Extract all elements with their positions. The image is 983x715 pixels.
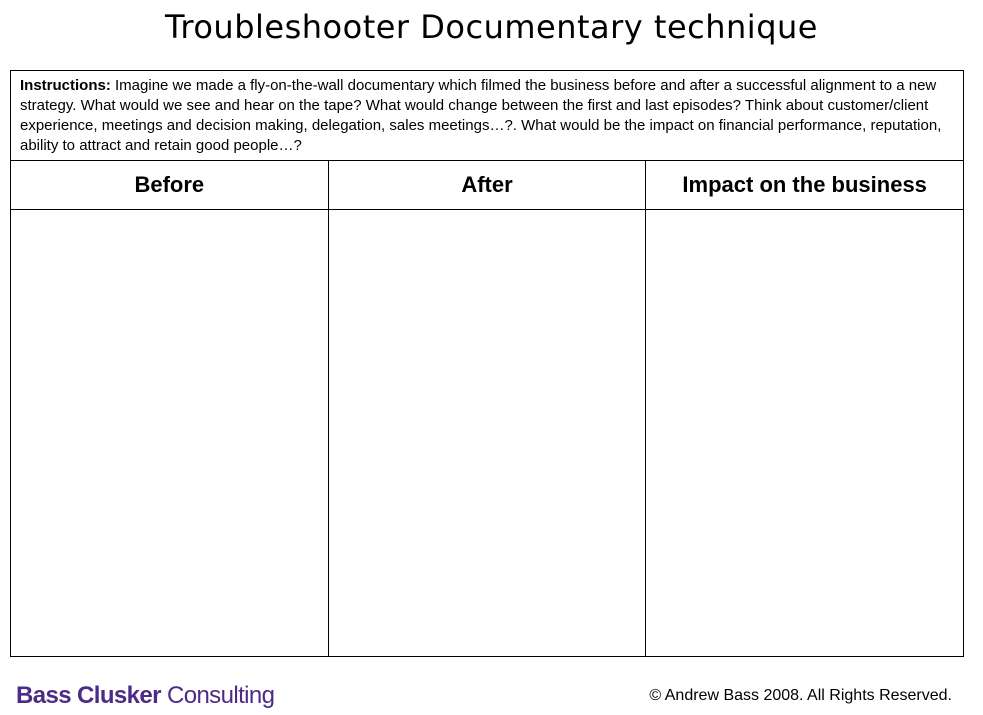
column-heading-after: After [329, 161, 646, 210]
column-body-impact[interactable] [646, 210, 963, 656]
column-heading-before: Before [11, 161, 328, 210]
column-heading-impact: Impact on the business [646, 161, 963, 210]
brand-name-bold: Bass Clusker [16, 682, 161, 709]
column-after [329, 161, 647, 656]
brand-name-light: Consulting [160, 682, 275, 709]
column-body-after[interactable] [329, 210, 646, 656]
instructions-text: Imagine we made a fly-on-the-wall documentary which filmed the business before and after a successful alignment to a new strategy. What would we see and hear on the tape? What would change between the first and last episodes? Think about customer/client experience, meetings and decision making, delegation, sales meetings…?. What would be the impact on financial performance, reputation, ability to attract and retain good people…? [20, 77, 942, 154]
columns [11, 161, 963, 656]
page-title: Troubleshooter Documentary technique [165, 8, 818, 46]
brand-logo [16, 682, 274, 710]
column-before [11, 161, 329, 656]
instructions-box [11, 71, 963, 161]
copyright-notice: © Andrew Bass 2008. All Rights Reserved. [649, 687, 952, 704]
column-impact [646, 161, 963, 656]
column-body-before[interactable] [11, 210, 328, 656]
instructions-lead: Instructions: [20, 77, 111, 94]
worksheet-table [10, 70, 964, 657]
